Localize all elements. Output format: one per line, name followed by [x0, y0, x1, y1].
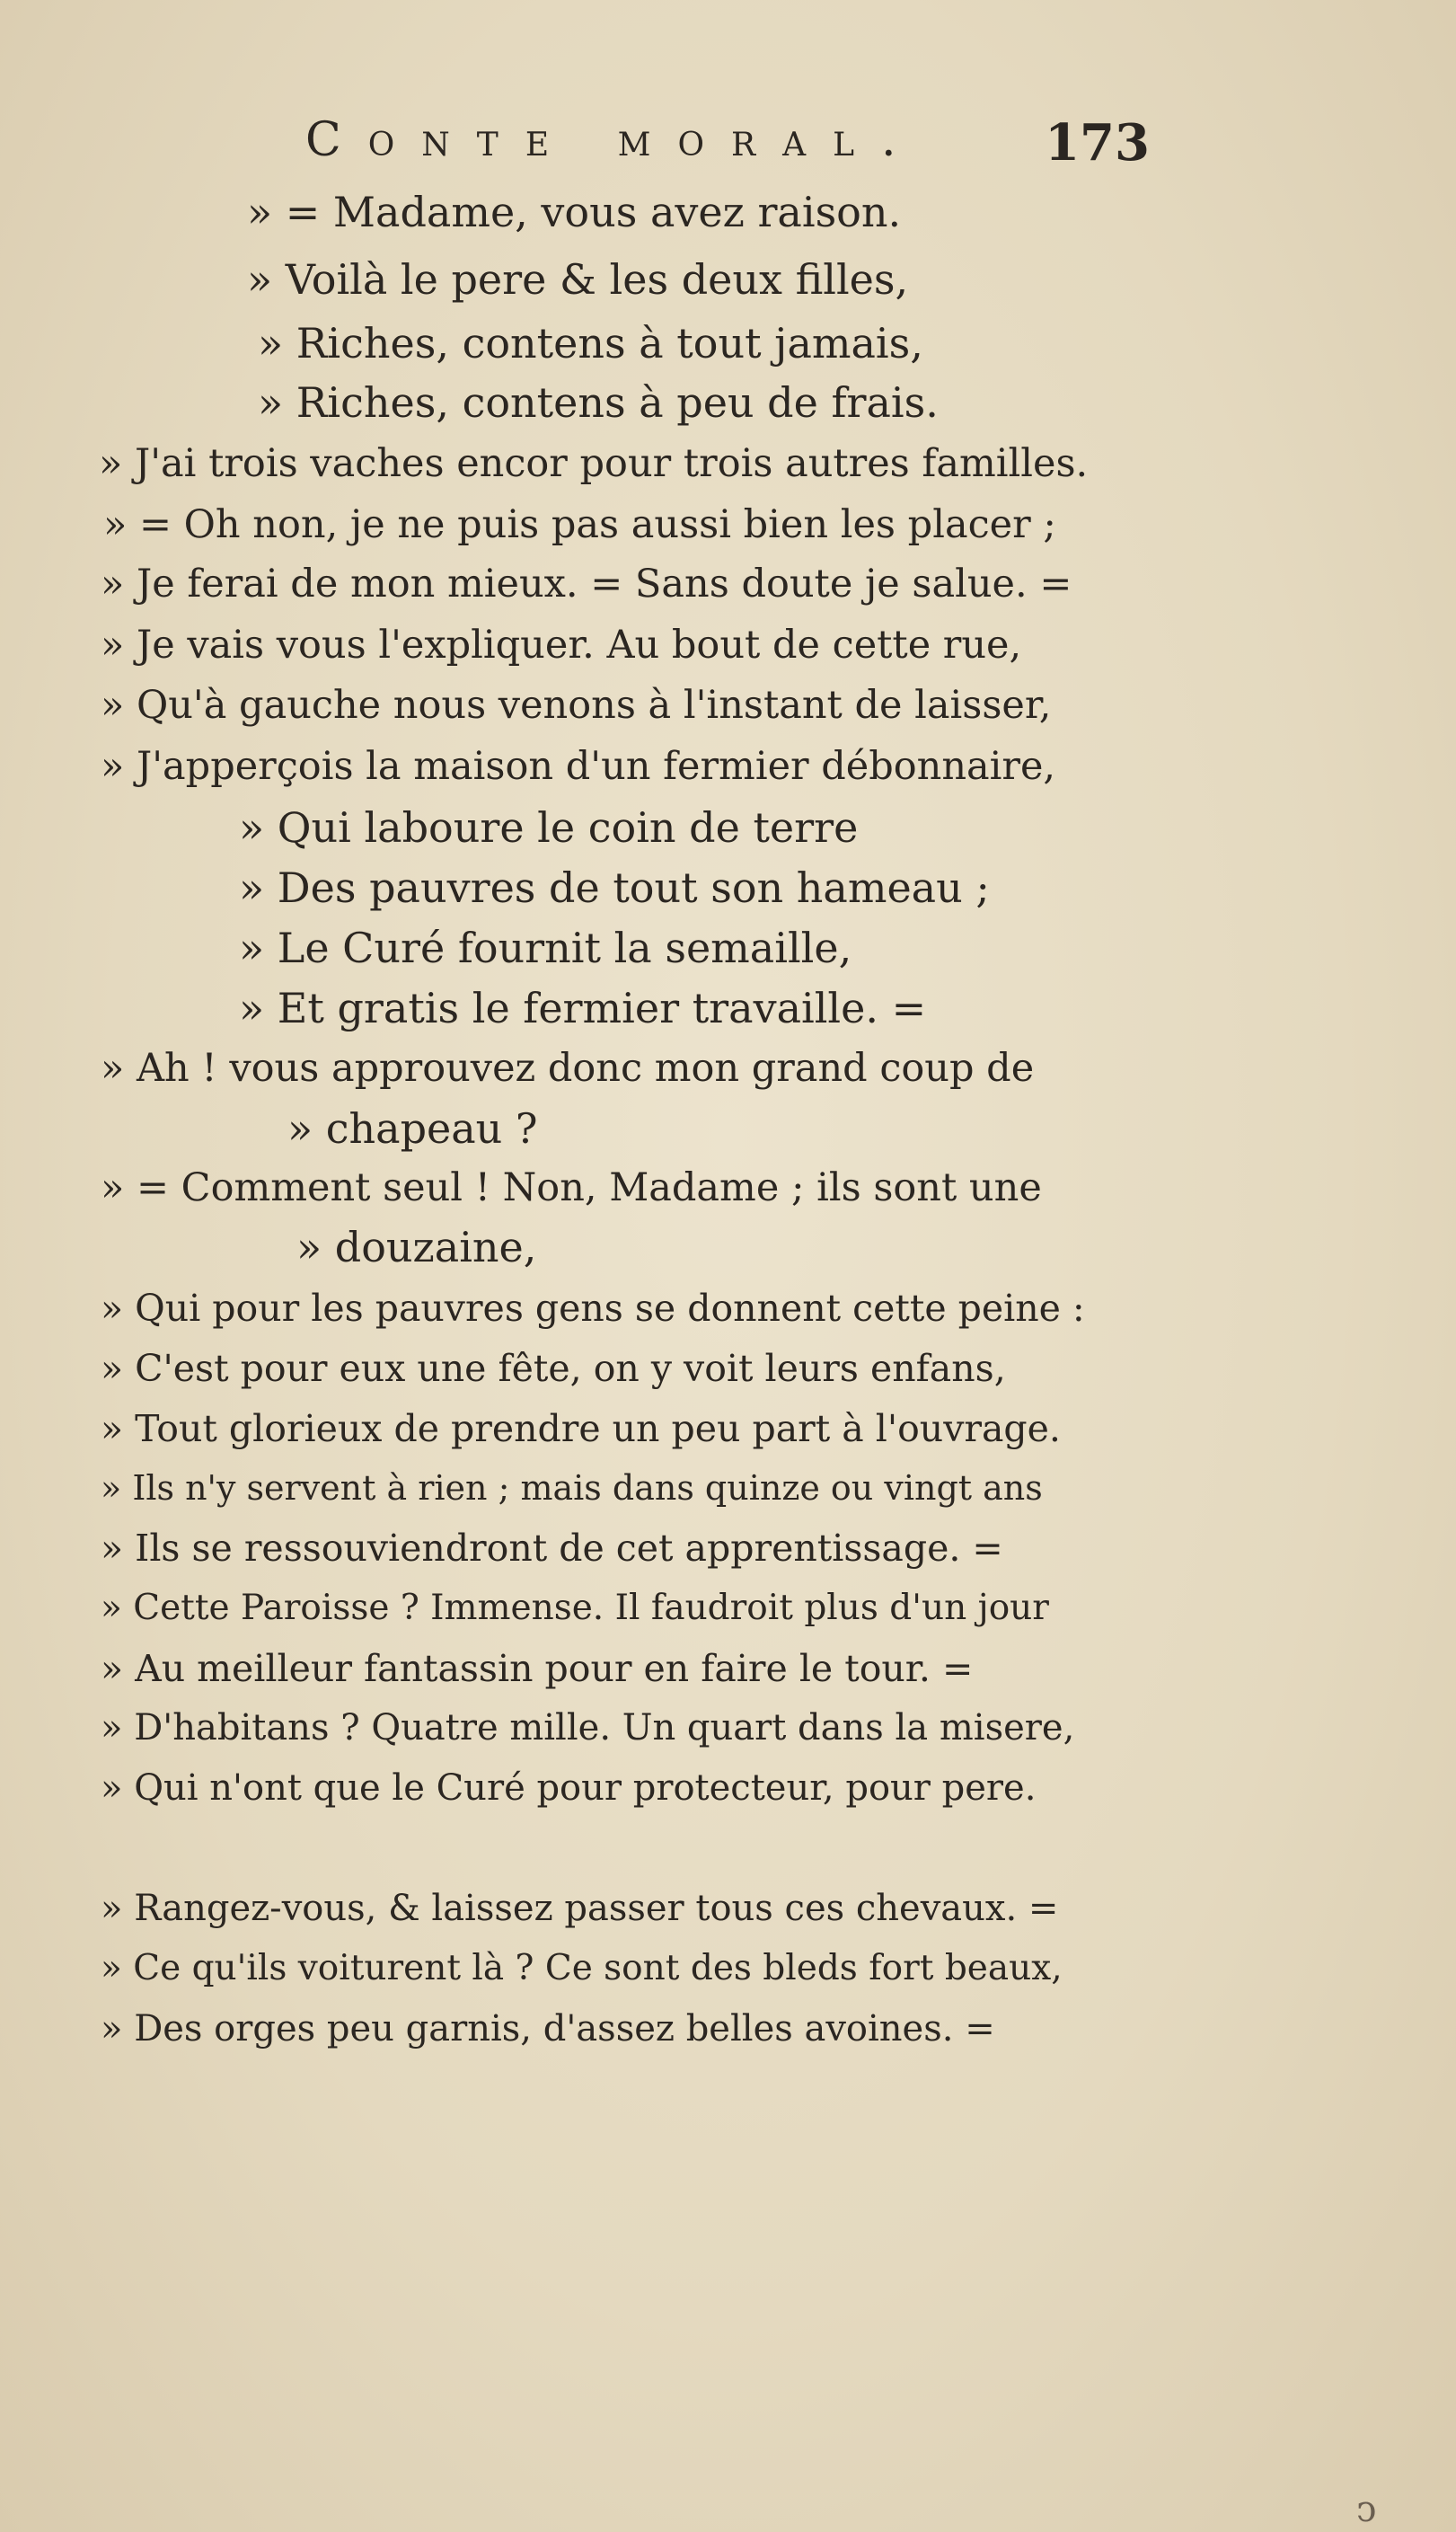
running-title: Conte moral. [305, 113, 923, 167]
verse-line: » Ah ! vous approuvez donc mon grand coup de [101, 1046, 1035, 1091]
verse-line: » Au meilleur fantassin pour en faire le tour. = [101, 1647, 974, 1690]
verse-line: » Rangez-vous, & laissez passer tous ces chevaux. = [101, 1888, 1059, 1929]
verse-line: » Ils se ressouviendront de cet apprentissage. = [101, 1527, 1003, 1570]
verse-line: » Je vais vous l'expliquer. Au bout de cette rue, [101, 623, 1022, 668]
verse-line: » douzaine, [296, 1223, 537, 1271]
verse-line: » Qui n'ont que le Curé pour protecteur, pour pere. [101, 1767, 1037, 1809]
verse-line: » Ils n'y servent à rien ; mais dans quinze ou vingt ans [101, 1468, 1043, 1508]
page-corner-mark: ↄ [1356, 2489, 1377, 2530]
verse-line: » chapeau ? [287, 1104, 538, 1153]
verse-line: » J'ai trois vaches encor pour trois autres familles. [99, 441, 1089, 486]
verse-line: » Qui laboure le coin de terre [239, 803, 859, 852]
verse-line: » Riches, contens à peu de frais. [258, 378, 939, 427]
verse-line: » Cette Paroisse ? Immense. Il faudroit plus d'un jour [101, 1588, 1049, 1628]
verse-line: » Le Curé fournit la semaille, [239, 924, 852, 972]
verse-line: » Riches, contens à tout jamais, [258, 319, 923, 367]
verse-line: » Qui pour les pauvres gens se donnent cette peine : [101, 1287, 1085, 1330]
verse-line: » = Oh non, je ne puis pas aussi bien les placer ; [103, 502, 1056, 547]
verse-line: » D'habitans ? Quatre mille. Un quart dans la misere, [101, 1707, 1075, 1748]
page-number: 173 [1045, 113, 1150, 173]
verse-line: » Des orges peu garnis, d'assez belles avoines. = [101, 2008, 995, 2050]
verse-line: » Des pauvres de tout son hameau ; [239, 863, 990, 912]
verse-line: » Qu'à gauche nous venons à l'instant de laisser, [101, 683, 1052, 728]
verse-line: » Tout glorieux de prendre un peu part à l'ouvrage. [101, 1407, 1061, 1450]
verse-line: » J'apperçois la maison d'un fermier débonnaire, [101, 744, 1056, 789]
verse-line: » Et gratis le fermier travaille. = [239, 984, 927, 1032]
verse-line: » Je ferai de mon mieux. = Sans doute je salue. = [101, 562, 1072, 606]
running-header [305, 113, 1150, 185]
verse-line: » = Madame, vous avez raison. [247, 188, 902, 236]
verse-line: » C'est pour eux une fête, on y voit leurs enfans, [101, 1347, 1006, 1390]
verse-line: » Voilà le pere & les deux filles, [247, 255, 909, 304]
verse-line: » Ce qu'ils voiturent là ? Ce sont des bleds fort beaux, [101, 1948, 1063, 1988]
verse-line: » = Comment seul ! Non, Madame ; ils sont une [101, 1165, 1042, 1210]
